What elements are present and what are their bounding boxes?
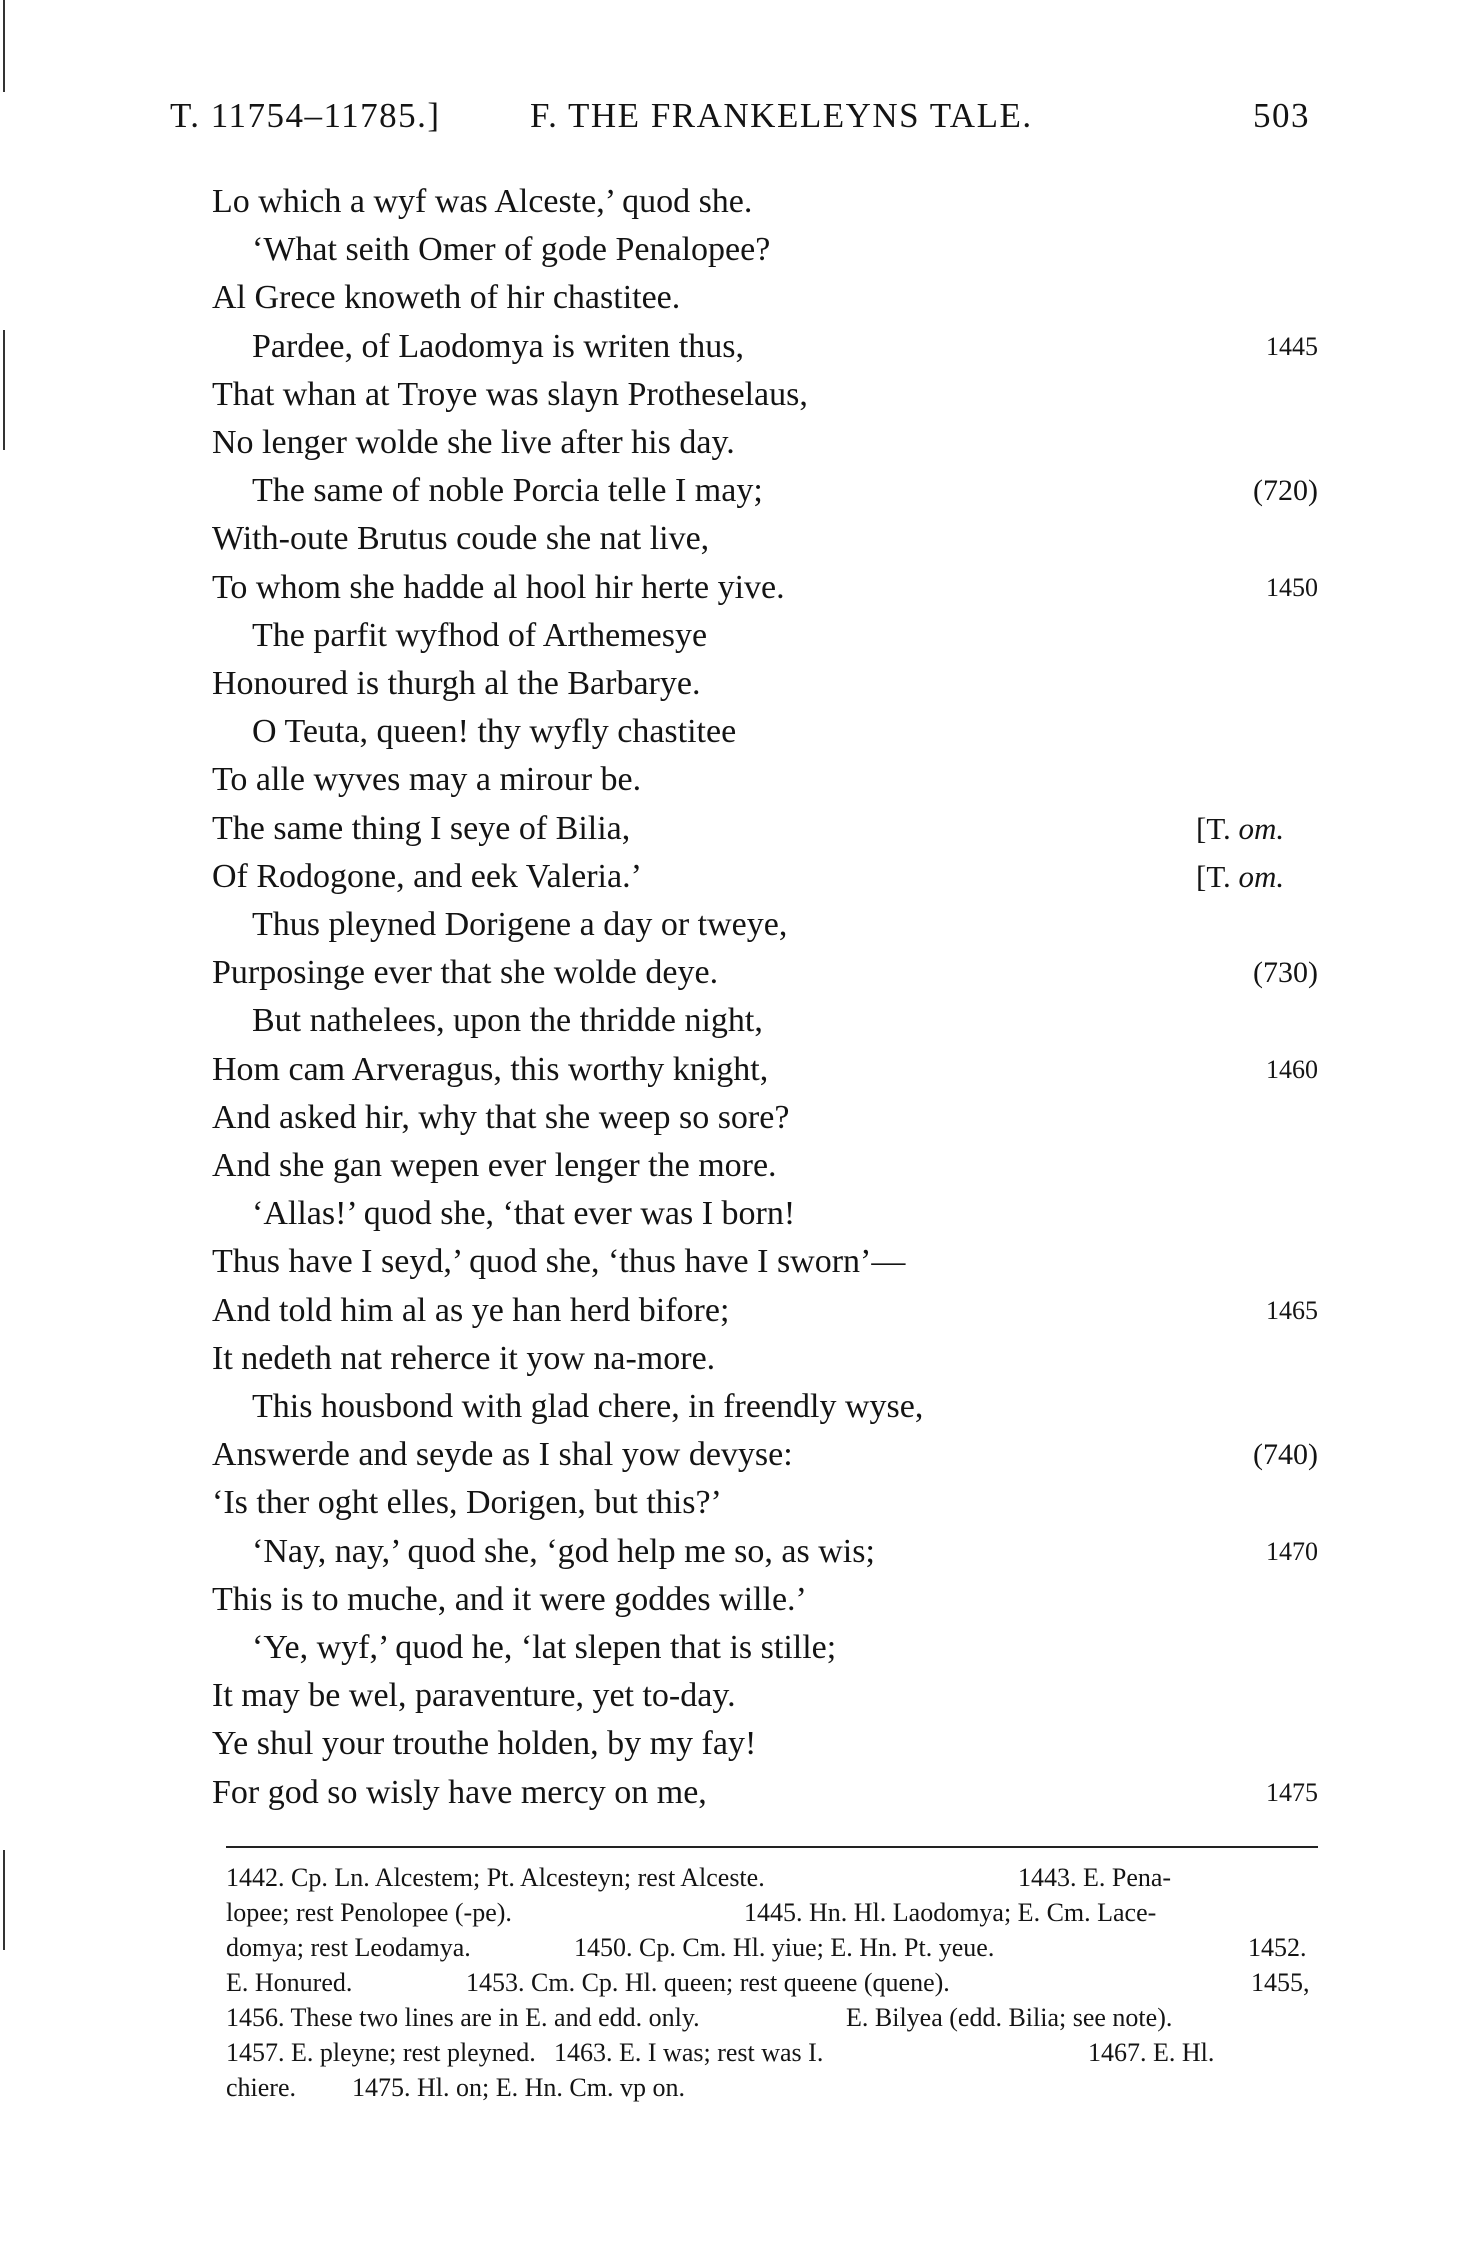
footnote-line	[226, 2000, 1326, 2035]
verse-line: This is to muche, and it were goddes wille.’	[212, 1581, 807, 1618]
footnote-line	[226, 2035, 1326, 2070]
verse-line: Ye shul your trouthe holden, by my fay!	[212, 1725, 757, 1762]
footnote-segment: E. Honured.	[226, 1968, 353, 1997]
verse-line: Answerde and seyde as I shal yow devyse:	[212, 1436, 793, 1473]
scan-edge-bottom	[3, 1850, 5, 1950]
footnote-segment: 1463. E. I was; rest was I.	[554, 2038, 824, 2067]
verse-line: ‘Allas!’ quod she, ‘that ever was I born!	[252, 1195, 796, 1232]
footnote-segment: 1456. These two lines are in E. and edd. only.	[226, 2003, 700, 2032]
footnote-segment: 1450. Cp. Cm. Hl. yiue; E. Hn. Pt. yeue.	[574, 1933, 995, 1962]
footnote-segment: 1455,	[1251, 1968, 1310, 1997]
verse-line: Purposinge ever that she wolde deye.	[212, 954, 719, 991]
verse-line: It nedeth nat reherce it yow na-more.	[212, 1340, 716, 1377]
footnote-line	[226, 2070, 1326, 2105]
footnote-segment: 1445. Hn. Hl. Laodomya; E. Cm. Lace-	[744, 1898, 1157, 1927]
header-title: F. THE FRANKELEYNS TALE.	[530, 96, 1033, 135]
line-number: 1450	[1266, 573, 1318, 602]
verse-line: And told him al as ye han herd bifore;	[212, 1292, 730, 1329]
line-number: 1465	[1266, 1296, 1318, 1325]
verse-line: And she gan wepen ever lenger the more.	[212, 1147, 777, 1184]
footnote-segment: lopee; rest Penolopee (-pe).	[226, 1898, 512, 1927]
omission-note	[1196, 809, 1284, 849]
footnote-segment: 1442. Cp. Ln. Alcestem; Pt. Alcesteyn; rest Alceste.	[226, 1863, 765, 1892]
footnote-segment: 1453. Cm. Cp. Hl. queen; rest queene (quene).	[466, 1968, 950, 1997]
line-number: 1470	[1266, 1537, 1318, 1566]
footnote-rule	[226, 1846, 1318, 1848]
footnote-segment: 1457. E. pleyne; rest pleyned.	[226, 2038, 536, 2067]
verse-line: Thus have I seyd,’ quod she, ‘thus have I sworn’—	[212, 1243, 906, 1280]
running-header	[170, 96, 1310, 156]
verse-line: Honoured is thurgh al the Barbarye.	[212, 665, 701, 702]
verse-line: O Teuta, queen! thy wyfly chastitee	[252, 713, 737, 750]
footnote-segment: E. Bilyea (edd. Bilia; see note).	[846, 2003, 1173, 2032]
verse-line: ‘Nay, nay,’ quod she, ‘god help me so, as wis;	[252, 1533, 875, 1570]
footnote-line	[226, 1895, 1326, 1930]
verse-line: And asked hir, why that she weep so sore?	[212, 1099, 790, 1136]
footnote-segment: 1475. Hl. on; E. Hn. Cm. vp on.	[352, 2073, 685, 2102]
page-number: 503	[1253, 96, 1310, 135]
verse-line: The same thing I seye of Bilia,	[212, 810, 631, 847]
line-number: 1475	[1266, 1778, 1318, 1807]
verse-line: No lenger wolde she live after his day.	[212, 424, 735, 461]
line-number: (730)	[1253, 956, 1318, 989]
line-number: (720)	[1253, 474, 1318, 507]
verse-line: The parfit wyfhod of Arthemesye	[252, 617, 708, 654]
verse-line: ‘Ye, wyf,’ quod he, ‘lat slepen that is stille;	[252, 1629, 837, 1666]
verse-line: ‘Is ther oght elles, Dorigen, but this?’	[212, 1484, 722, 1521]
verse-line: Thus pleyned Dorigene a day or tweye,	[252, 906, 788, 943]
footnote-line	[226, 1860, 1326, 1895]
footnote-segment: chiere.	[226, 2073, 297, 2102]
verse-line: To whom she hadde al hool hir herte yive.	[212, 569, 785, 606]
footnote-line	[226, 1930, 1326, 1965]
verse-line: Pardee, of Laodomya is writen thus,	[252, 328, 744, 365]
verse-line: It may be wel, paraventure, yet to-day.	[212, 1677, 736, 1714]
omission-note	[1196, 857, 1284, 897]
omission-bracket: [T.	[1196, 811, 1231, 846]
verse-line: Al Grece knoweth of hir chastitee.	[212, 279, 681, 316]
footnotes	[226, 1860, 1326, 2105]
header-line-range: T. 11754–11785.]	[170, 96, 441, 135]
footnote-segment: 1443. E. Pena-	[1018, 1863, 1172, 1892]
footnote-segment: domya; rest Leodamya.	[226, 1933, 471, 1962]
scan-edge-middle	[3, 330, 5, 450]
line-number: 1460	[1266, 1055, 1318, 1084]
line-number: (740)	[1253, 1438, 1318, 1471]
verse-line: With-oute Brutus coude she nat live,	[212, 520, 710, 557]
scan-edge-top	[3, 0, 5, 92]
verse-line: That whan at Troye was slayn Protheselaus,	[212, 376, 808, 413]
verse-line: Lo which a wyf was Alceste,’ quod she.	[212, 183, 753, 220]
verse-line: For god so wisly have mercy on me,	[212, 1774, 707, 1811]
verse-line: This housbond with glad chere, in freendly wyse,	[252, 1388, 924, 1425]
verse-line: To alle wyves may a mirour be.	[212, 761, 642, 798]
omission-abbrev: om.	[1238, 811, 1285, 846]
footnote-segment: 1467. E. Hl.	[1088, 2038, 1215, 2067]
omission-bracket: [T.	[1196, 859, 1231, 894]
footnote-segment: 1452.	[1248, 1933, 1307, 1962]
omission-abbrev: om.	[1238, 859, 1285, 894]
line-number: 1445	[1266, 332, 1318, 361]
verse-line: The same of noble Porcia telle I may;	[252, 472, 763, 509]
verse-line: Hom cam Arveragus, this worthy knight,	[212, 1051, 769, 1088]
verse-line: Of Rodogone, and eek Valeria.’	[212, 858, 642, 895]
footnote-line	[226, 1965, 1326, 2000]
verse-line: ‘What seith Omer of gode Penalopee?	[252, 231, 771, 268]
verse-line: But nathelees, upon the thridde night,	[252, 1002, 763, 1039]
